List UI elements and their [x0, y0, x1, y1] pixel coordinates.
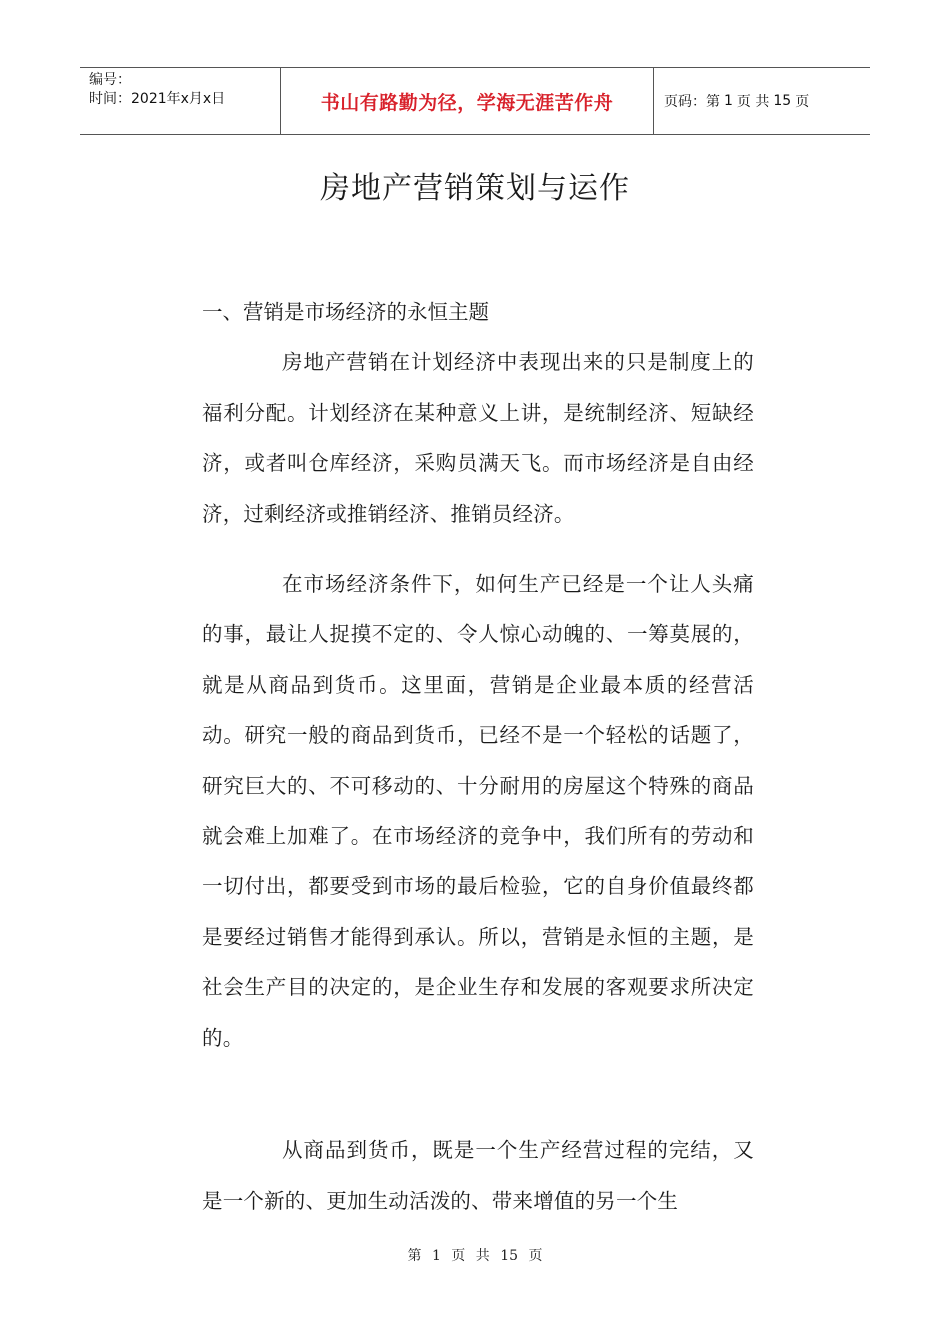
- page-prefix: 页码：第: [664, 94, 720, 110]
- page-total: 15: [773, 93, 792, 109]
- document-body: [202, 287, 754, 1226]
- document-time-label: 时间：2021年x月x日: [89, 91, 226, 107]
- page-current: 1: [724, 93, 733, 109]
- page-suffix: 页: [795, 94, 810, 110]
- paragraph: 从商品到货币，既是一个生产经营过程的完结，又是一个新的、更加生动活泼的、带来增值的另一个生: [202, 1138, 754, 1213]
- header-page-info: [654, 68, 870, 134]
- paragraph: 在市场经济条件下，如何生产已经是一个让人头痛的事，最让人捉摸不定的、令人惊心动魄的、一筹莫展的，就是从商品到货币。这里面，营销是企业最本质的经营活动。研究一般的商品到货币，已经不是一个轻松的话题了，研究巨大的、不可移动的、十分耐用的房屋这个特殊的商品就会难上加难了。在市场经济的竞争中，我们所有的劳动和一切付出，都要受到市场的最后检验，它的自身价值最终都是要经过销售才能得到承认。所以，营销是永恒的主题，是社会生产目的决定的，是企业生存和发展的客观要求所决定的。: [202, 572, 754, 1050]
- paragraph: 房地产营销在计划经济中表现出来的只是制度上的福利分配。计划经济在某种意义上讲，是统制经济、短缺经济，或者叫仓库经济，采购员满天飞。而市场经济是自由经济，过剩经济或推销经济、推销员经济。: [202, 350, 754, 526]
- header-motto: 书山有路勤为径，学海无涯苦作舟: [281, 68, 654, 134]
- page-middle: 页 共: [736, 94, 770, 110]
- header-meta-cell: [80, 68, 281, 134]
- section-heading: 一、营销是市场经济的永恒主题: [202, 300, 489, 324]
- page-footer: 第 1 页 共 15 页: [407, 1248, 543, 1264]
- document-title: 房地产营销策划与运作: [320, 171, 630, 206]
- page-header-table: [80, 67, 870, 135]
- document-number-label: 编号：: [89, 72, 131, 88]
